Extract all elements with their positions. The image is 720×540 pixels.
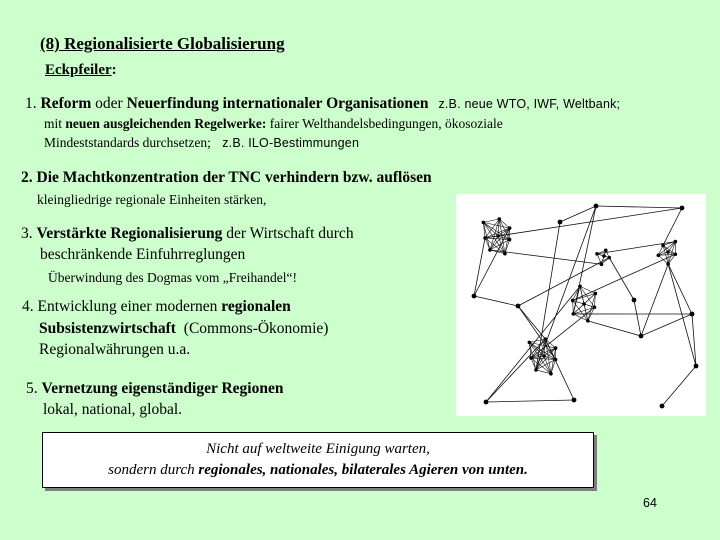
- callout-line-2-pre: sondern durch: [108, 462, 195, 478]
- network-node: [666, 250, 670, 254]
- item-4-line-3: Regionalwährungen u.a.: [39, 341, 191, 358]
- item-1-example: z.B. neue WTO, IWF, Weltbank;: [438, 97, 621, 111]
- item-4-bold: regionalen: [221, 298, 291, 315]
- network-node: [602, 254, 606, 258]
- item-3-line-1: [21, 225, 354, 243]
- subtitle-colon: :: [111, 62, 117, 78]
- network-node: [604, 249, 608, 253]
- network-node: [497, 217, 501, 221]
- network-node: [632, 298, 637, 303]
- network-edge: [518, 306, 545, 339]
- network-edge: [486, 286, 580, 402]
- network-node: [572, 398, 577, 403]
- callout-line-1: Nicht auf weltweite Einigung warten,: [206, 441, 430, 457]
- network-node: [639, 334, 644, 339]
- callout-box: [42, 432, 594, 488]
- subtitle-label: Eckpfeiler: [45, 62, 112, 78]
- network-node: [680, 206, 685, 211]
- network-node: [472, 294, 477, 299]
- item-1-bold-reform: Reform: [40, 95, 92, 112]
- network-edge: [641, 264, 668, 336]
- item-1-line-3-a: Mindeststandards durchsetzen;: [44, 135, 211, 150]
- item-1-line-3-b: z.B. ILO-Bestimmungen: [222, 136, 360, 150]
- network-edge: [573, 314, 588, 321]
- network-edge: [486, 400, 574, 402]
- network-node: [690, 312, 695, 317]
- item-4-line-1: [22, 298, 291, 316]
- callout-line-2: [43, 462, 593, 479]
- network-edge: [662, 366, 696, 406]
- network-graph: [456, 194, 706, 416]
- item-1-bold-organisations: Neuerfindung internationaler Organisationen: [126, 95, 429, 112]
- network-edge: [485, 208, 682, 238]
- item-1-line-2-rest: fairer Welthandelsbedingungen, ökosoziale: [269, 116, 503, 131]
- network-node: [694, 364, 699, 369]
- item-3-rest: der Wirtschaft durch: [226, 225, 354, 242]
- network-node: [528, 341, 532, 345]
- item-3-bold: Verstärkte Regionalisierung: [36, 225, 223, 242]
- network-node: [558, 220, 563, 225]
- item-5-number: 5.: [26, 380, 38, 397]
- network-node: [660, 404, 665, 409]
- network-node: [542, 354, 546, 358]
- network-node: [571, 299, 575, 303]
- network-edge: [596, 206, 682, 208]
- callout-line-2-bold: regionales, nationales, bilaterales Agieren von unten.: [198, 462, 528, 478]
- network-edge: [518, 258, 609, 306]
- item-1-line-2-pre: mit: [44, 116, 63, 131]
- item-3-number: 3.: [21, 225, 33, 242]
- item-1-mid: oder: [95, 95, 123, 112]
- item-4-pre: 4. Entwicklung einer modernen: [22, 298, 218, 315]
- item-5-line-2: lokal, national, global.: [43, 401, 183, 418]
- network-node: [657, 253, 661, 257]
- network-node: [594, 204, 599, 209]
- item-1-number: 1.: [25, 95, 37, 112]
- network-node: [484, 400, 489, 405]
- page-number: 64: [643, 496, 657, 510]
- network-edge: [490, 250, 601, 264]
- network-edge: [483, 222, 498, 236]
- network-edge: [641, 314, 692, 336]
- network-edge: [573, 206, 596, 314]
- network-edge: [663, 208, 682, 245]
- network-edge: [588, 321, 641, 336]
- network-illustration: [456, 194, 706, 416]
- network-edge: [573, 254, 676, 300]
- network-edge: [573, 300, 574, 313]
- item-1-line-1: [25, 95, 620, 113]
- network-node: [582, 302, 586, 306]
- network-node: [516, 304, 521, 309]
- item-2-detail: kleingliedrige regionale Einheiten stärken,: [37, 192, 267, 207]
- network-edge: [536, 206, 596, 370]
- network-node: [503, 252, 507, 256]
- item-4-line-2: [39, 320, 328, 338]
- item-4-line-2-rest: (Commons-Ökonomie): [183, 320, 329, 337]
- item-1-line-2-bold: neuen ausgleichenden Regelwerke:: [65, 116, 267, 131]
- network-node: [549, 372, 553, 376]
- item-2-heading: 2. Die Machtkonzentration der TNC verhindern bzw. auflösen: [21, 169, 432, 186]
- item-1-line-3: [44, 135, 359, 151]
- slide-title: (8) Regionalisierte Globalisierung: [40, 34, 285, 53]
- item-3-line-2: beschränkende Einfuhrreglungen: [40, 246, 246, 263]
- item-1-line-2: [44, 116, 503, 132]
- network-edge: [634, 300, 641, 336]
- network-node: [508, 238, 512, 242]
- network-edge: [474, 238, 485, 296]
- network-node: [594, 292, 598, 296]
- item-5-bold: Vernetzung eigenständiger Regionen: [41, 380, 284, 397]
- network-node: [554, 346, 558, 350]
- network-node: [482, 221, 486, 225]
- item-5-line-1: [26, 380, 283, 398]
- subtitle: [45, 62, 117, 79]
- item-3-detail: Überwindung des Dogmas vom „Freihandel“!: [48, 270, 297, 285]
- item-4-line-2-bold: Subsistenzwirtschaft: [39, 320, 176, 337]
- network-edge: [474, 296, 518, 306]
- network-edge: [531, 307, 594, 358]
